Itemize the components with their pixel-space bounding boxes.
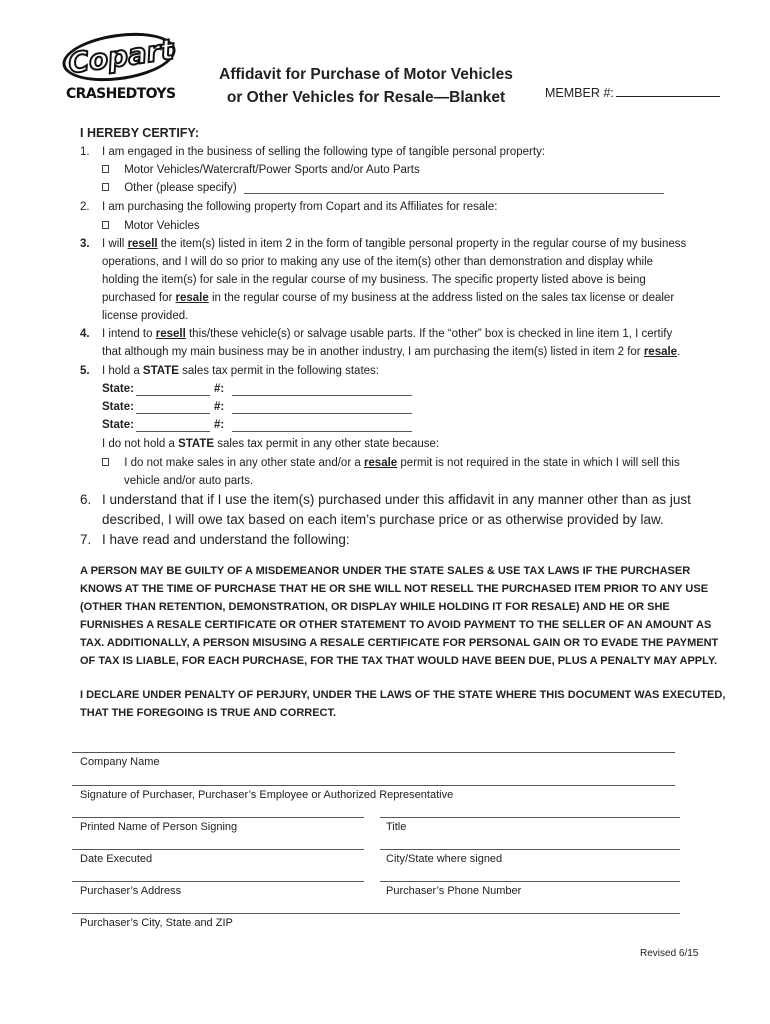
item7-text: I have read and understand the following: [102, 532, 350, 547]
item3-line-4: purchased for resale in the regular course of my business at the address listed on the sales tax license or dealer [102, 292, 675, 304]
item2-text: I am purchasing the following property from Copart and its Affiliates for resale: [102, 201, 498, 213]
item6-line-1: I understand that if I use the item(s) purchased under this affidavit in any manner other than as just [102, 492, 691, 507]
address-label: Purchaser’s Address [80, 885, 182, 897]
printed-name-line[interactable] [72, 817, 364, 818]
item1-number: 1. [80, 146, 90, 158]
item1-text: I am engaged in the business of selling the following type of tangible personal property: [102, 146, 546, 158]
item2-option-motor[interactable]: Motor Vehicles [102, 219, 200, 233]
no-sales-option[interactable]: I do not make sales in any other state and/or a resale permit is not required in the state in which I will sell this [102, 456, 680, 470]
title-line-1: Affidavit for Purchase of Motor Vehicles [219, 66, 513, 83]
company-label: Company Name [80, 756, 160, 768]
other-specify-line[interactable] [244, 193, 664, 194]
permit-input-2[interactable] [232, 413, 412, 414]
signature-line[interactable] [72, 785, 675, 786]
state-label-1: State: [102, 383, 134, 395]
item3-line-5: license provided. [102, 310, 189, 322]
item5-text: I hold a STATE sales tax permit in the following states: [102, 365, 379, 377]
logo-subbrand: CRASHEDTOYS [66, 86, 176, 102]
date-label: Date Executed [80, 853, 153, 865]
permit-input-3[interactable] [232, 431, 412, 432]
logo-brand: Copart [66, 32, 176, 81]
state-input-1[interactable] [136, 395, 210, 396]
state-label-3: State: [102, 419, 134, 431]
item4-number: 4. [80, 328, 90, 340]
item5-number: 5. [80, 365, 90, 377]
item6-number: 6. [80, 492, 92, 507]
company-line[interactable] [72, 752, 675, 753]
hash-label-3: #: [214, 419, 225, 431]
title-line-2: or Other Vehicles for Resale—Blanket [226, 89, 506, 106]
member-blank[interactable] [616, 85, 720, 97]
permit-input-1[interactable] [232, 395, 412, 396]
item3-line-2: operations, and I will do so prior to making any use of the item(s) other than demonstration and display while [102, 256, 654, 268]
copart-logo [58, 34, 182, 106]
item1-option-other[interactable]: Other (please specify) [102, 181, 237, 195]
item1-option-motor[interactable]: Motor Vehicles/Watercraft/Power Sports and/or Auto Parts [102, 163, 420, 177]
state-input-2[interactable] [136, 413, 210, 414]
date-line[interactable] [72, 849, 364, 850]
warning-line-3: (OTHER THAN RETENTION, DEMONSTRATION, OR DISPLAY WHILE HOLDING IT FOR RESALE) AND HE OR SHE [80, 601, 670, 613]
warning-line-1: A PERSON MAY BE GUILTY OF A MISDEMEANOR UNDER THE STATE SALES & USE TAX LAWS IF THE PURCHASER [80, 565, 691, 577]
city-zip-label: Purchaser’s City, State and ZIP [80, 917, 233, 929]
city-zip-line[interactable] [72, 913, 680, 914]
state-label-2: State: [102, 401, 134, 413]
warning-line-6: OF TAX IS LIABLE, FOR EACH PURCHASE, FOR THE TAX THAT WOULD HAVE BEEN DUE, PLUS A PENALTY MAY APPLY. [80, 655, 718, 667]
item7-number: 7. [80, 532, 92, 547]
phone-label: Purchaser’s Phone Number [386, 885, 522, 897]
city-state-label: City/State where signed [386, 853, 503, 865]
warning-line-2: KNOWS AT THE TIME OF PURCHASE THAT HE OR SHE WILL NOT RESELL THE PURCHASED ITEM PRIOR TO ANY USE [80, 583, 709, 595]
title-line[interactable] [380, 817, 680, 818]
item3-line-3: holding the item(s) for sale in the regular course of my business. The specific property listed above is being [102, 274, 646, 286]
hash-label-1: #: [214, 383, 225, 395]
city-state-line[interactable] [380, 849, 680, 850]
item3-number: 3. [80, 238, 90, 250]
member-field[interactable] [545, 85, 720, 100]
no-sales-option-line-2: vehicle and/or auto parts. [124, 475, 254, 487]
declare-line-2: THAT THE FOREGOING IS TRUE AND CORRECT. [80, 707, 337, 719]
revised-date: Revised 6/15 [640, 948, 699, 959]
address-line[interactable] [72, 881, 364, 882]
hash-label-2: #: [214, 401, 225, 413]
item2-number: 2. [80, 201, 90, 213]
item4-line-2: that although my main business may be in another industry, I am purchasing the item(s) listed in item 2 for resale. [102, 346, 681, 358]
member-label: MEMBER #: [545, 86, 614, 100]
title-label: Title [386, 821, 407, 833]
checkbox[interactable] [102, 165, 109, 173]
checkbox[interactable] [102, 183, 109, 191]
printed-name-label: Printed Name of Person Signing [80, 821, 238, 833]
warning-line-5: TAX. ADDITIONALLY, A PERSON MISUSING A RESALE CERTIFICATE FOR PERSONAL GAIN OR TO EVADE THE PAYMENT [80, 637, 719, 649]
certify-heading: I HEREBY CERTIFY: [80, 126, 199, 140]
signature-label: Signature of Purchaser, Purchaser’s Employee or Authorized Representative [80, 789, 454, 801]
no-permit-text: I do not hold a STATE sales tax permit in any other state because: [102, 438, 440, 450]
declare-line-1: I DECLARE UNDER PENALTY OF PERJURY, UNDER THE LAWS OF THE STATE WHERE THIS DOCUMENT WAS EXECUTED, [80, 689, 726, 701]
warning-line-4: FURNISHES A RESALE CERTIFICATE OR OTHER STATEMENT TO AVOID PAYMENT TO THE SELLER OF AN AMOUNT AS [80, 619, 712, 631]
phone-line[interactable] [380, 881, 680, 882]
checkbox[interactable] [102, 458, 109, 466]
checkbox[interactable] [102, 221, 109, 229]
state-input-3[interactable] [136, 431, 210, 432]
item4-line-1: I intend to resell this/these vehicle(s) or salvage usable parts. If the “other” box is checked in line item 1, I certify [102, 328, 673, 340]
item6-line-2: described, I will owe tax based on each item’s purchase price or as otherwise provided by law. [102, 512, 664, 527]
item3-line-1: I will resell the item(s) listed in item 2 in the form of tangible personal property in the regular course of my business [102, 238, 687, 250]
